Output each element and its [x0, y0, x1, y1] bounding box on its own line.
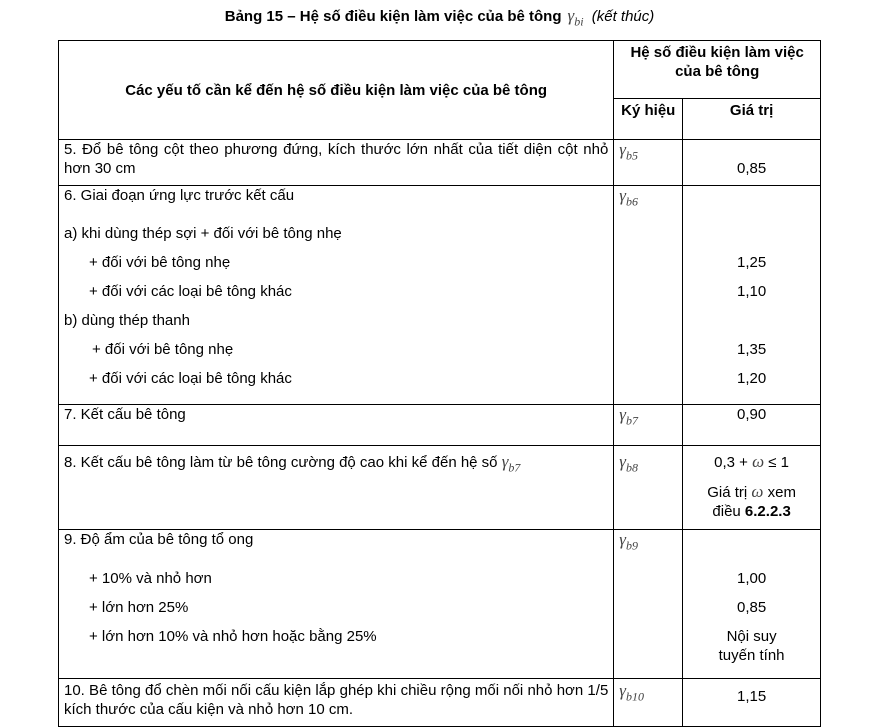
row5-text: 5. Đổ bê tông cột theo phương đứng, kích thước lớn nhất của tiết diện cột nhỏ hơn 30 cm [59, 140, 614, 186]
header-symbol: Ký hiệu [614, 99, 683, 140]
row10-text: 10. Bê tông đổ chèn mối nối cấu kiện lắp ghép khi chiều rộng mối nối nhỏ hơn 1/5 kích thước của cấu kiện và nhỏ hơn 10 cm. [59, 679, 614, 727]
row8-value: 0,3 + ω ≤ 1 Giá trị ω xem điều 6.2.2.3 [683, 446, 821, 530]
caption-title: Bảng 15 – Hệ số điều kiện làm việc của bê tông [224, 8, 562, 25]
caption-note: (kết thúc) [591, 8, 655, 25]
coefficient-table [58, 40, 821, 727]
row7-value: 0,90 [683, 405, 821, 446]
table-row [59, 530, 821, 679]
table-row [59, 446, 821, 530]
header-value: Giá trị [683, 99, 821, 140]
header-coefficient: Hệ số điều kiện làm việc của bê tông [614, 41, 821, 99]
row6-text: 6. Giai đoạn ứng lực trước kết cấu a) khi dùng thép sợi + đối với bê tông nhẹ + đối với bê tông nhẹ + đối với các loại bê tông khác b) dùng thép thanh + đối với bê tông nhẹ + đối với các loại bê tông khác [59, 186, 614, 405]
table-row [59, 140, 821, 186]
row5-value: 0,85 [683, 140, 821, 186]
row8-symbol: $\gamma_{b8}$ [614, 446, 683, 530]
caption-symbol: $\gamma_{bi}$ [567, 6, 584, 29]
table-row [59, 186, 821, 405]
row7-text: 7. Kết cấu bê tông [59, 405, 614, 446]
row10-value: 1,15 [683, 679, 821, 727]
row9-symbol: $\gamma_{b9}$ [614, 530, 683, 679]
header-factors: Các yếu tố cần kể đến hệ số điều kiện làm việc của bê tông [59, 41, 614, 140]
table-row [59, 405, 821, 446]
row7-symbol: $\gamma_{b7}$ [614, 405, 683, 446]
row9-values: 1,00 0,85 Nội suy tuyến tính [683, 530, 821, 679]
row8-text: 8. Kết cấu bê tông làm từ bê tông cường độ cao khi kể đến hệ số $\gamma_{b7}$ [59, 446, 614, 530]
row5-symbol: $\gamma_{b5}$ [614, 140, 683, 186]
row9-text: 9. Độ ẩm của bê tông tổ ong + 10% và nhỏ hơn + lớn hơn 25% + lớn hơn 10% và nhỏ hơn hoặc bằng 25% [59, 530, 614, 679]
row10-symbol: $\gamma_{b10}$ [614, 679, 683, 727]
table-caption [0, 6, 879, 29]
table-row [59, 679, 821, 727]
row6-symbol: $\gamma_{b6}$ [614, 186, 683, 405]
row6-values: 1,25 1,10 1,35 1,20 [683, 186, 821, 405]
